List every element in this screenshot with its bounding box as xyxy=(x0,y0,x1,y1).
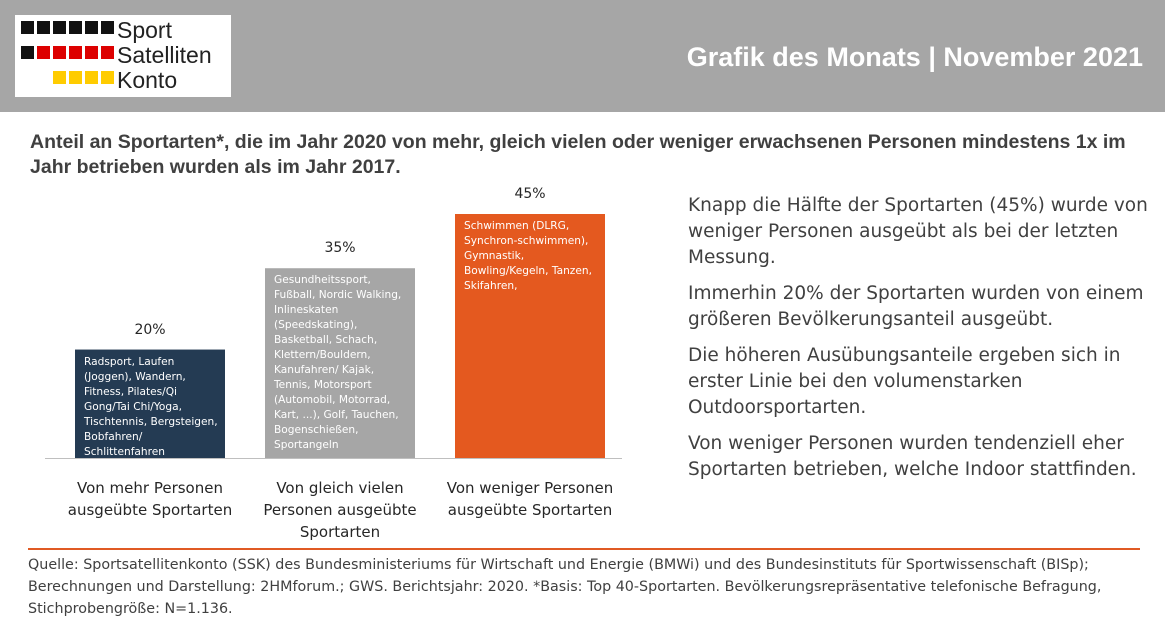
logo-square xyxy=(101,21,114,34)
logo-square xyxy=(21,46,34,59)
logo-square xyxy=(37,46,50,59)
description-paragraph-3: Die höheren Ausübungsanteile ergeben sich in erster Linie bei den volumenstarken Outdoorsportarten. xyxy=(688,345,1121,418)
logo-square xyxy=(85,21,98,34)
bar-value-label: 20% xyxy=(134,321,166,338)
logo xyxy=(15,15,231,97)
category-label: Von weniger Personen ausgeübte Sportarten xyxy=(446,479,614,519)
bar-sports-list: Schwimmen (DLRG, Synchron-schwimmen), Gymnastik, Bowling/Kegeln, Tanzen, Skifahren, xyxy=(464,220,592,292)
description-panel xyxy=(688,193,1153,493)
source-divider xyxy=(28,548,1140,550)
logo-word-konto: Konto xyxy=(117,67,178,93)
source-note: Quelle: Sportsatellitenkonto (SSK) des Bundesministeriums für Wirtschaft und Energie (BMWi) und des Bundesinstituts für Sportwissenschaft (BISp); Berechnungen und Darstellung: 2HMforum.; GWS. Berichtsjahr: 2020. *Basis: Top 40-Sportarten. Bevölkerungsrepräsentative telefonische Befragung, Stichprobengröße: N=1.136. xyxy=(28,557,1102,617)
logo-square xyxy=(69,71,82,84)
logo-square xyxy=(101,46,114,59)
logo-square xyxy=(53,21,66,34)
logo-word-sport: Sport xyxy=(117,17,172,43)
bar-sports-list: Radsport, Laufen (Joggen), Wandern, Fitness, Pilates/Qi Gong/Tai Chi/Yoga, Tischtennis, Bergsteigen, Bobfahren/ Schlittenfahren (Rennrodeln, Skeleton) xyxy=(84,355,218,473)
logo-square xyxy=(53,46,66,59)
logo-square xyxy=(21,21,34,34)
bar-value-label: 35% xyxy=(324,240,356,257)
description-paragraph-1: Knapp die Hälfte der Sportarten (45%) wurde von weniger Personen ausgeübt als bei der letzten Messung. xyxy=(688,195,1148,268)
logo-square xyxy=(69,46,82,59)
description-paragraph-2: Immerhin 20% der Sportarten wurden von einem größeren Bevölkerungsanteil ausgeübt. xyxy=(688,283,1144,330)
logo-square xyxy=(85,46,98,59)
logo-word-satelliten: Satelliten xyxy=(117,42,212,68)
bar-chart xyxy=(40,186,640,550)
logo-square xyxy=(37,71,50,84)
category-label: Von gleich vielen Personen ausgeübte Sportarten xyxy=(263,479,417,541)
description-paragraph-4: Von weniger Personen wurden tendenziell eher Sportarten betrieben, welche Indoor stattfinden. xyxy=(688,433,1137,480)
header-title: Grafik des Monats | November 2021 xyxy=(686,42,1143,72)
chart-subtitle: Anteil an Sportarten*, die im Jahr 2020 von mehr, gleich vielen oder weniger erwachsenen Personen mindestens 1x im Jahr betrieben wurden als im Jahr 2017. xyxy=(30,131,1126,178)
logo-square xyxy=(69,21,82,34)
bar-value-label: 45% xyxy=(514,186,546,202)
bar-sports-list: Gesundheitssport, Fußball, Nordic Walking, Inlineskaten (Speedskating), Basketball, Schach, Klettern/Bouldern, Kanufahren/ Kajak, Tennis, Motorsport (Automobil, Motorrad, Kart, ...), Golf, Tauchen, Bogenschießen, Sportangeln xyxy=(274,274,402,452)
header-bar xyxy=(0,0,1165,112)
logo-square xyxy=(101,71,114,84)
logo-square xyxy=(37,21,50,34)
logo-square xyxy=(53,71,66,84)
category-label: Von mehr Personen ausgeübte Sportarten xyxy=(67,479,233,519)
logo-square xyxy=(21,71,34,84)
logo-square xyxy=(85,71,98,84)
